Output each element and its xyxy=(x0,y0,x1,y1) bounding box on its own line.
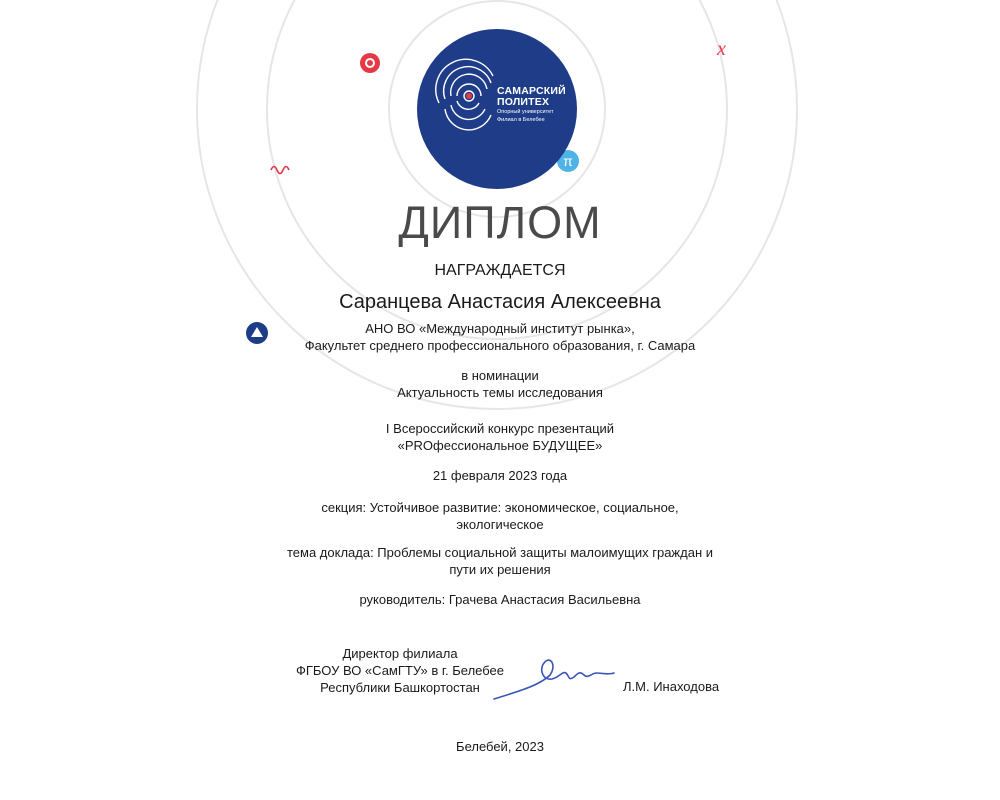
place-and-year: Белебей, 2023 xyxy=(456,739,544,754)
section-line2: экологическое xyxy=(456,517,544,532)
nomination-block xyxy=(0,367,1000,401)
x-symbol: x xyxy=(717,38,726,60)
logo-subtitle-line2: Филиал в Белебее xyxy=(497,116,545,123)
awarded-label: НАГРАЖДАЕТСЯ xyxy=(434,262,566,279)
contest-line2: «PROфессиональное БУДУЩЕЕ» xyxy=(397,438,603,453)
logo-subtitle-line1: Опорный университет xyxy=(497,109,554,115)
position-line2: ФГБОУ ВО «СамГТУ» в г. Белебее xyxy=(295,663,505,678)
handwritten-signature xyxy=(490,645,620,705)
topic-block xyxy=(0,544,1000,578)
organization-block xyxy=(0,320,1000,354)
x-symbol-icon xyxy=(717,38,726,61)
topic-line2: пути их решения xyxy=(449,562,551,577)
target-icon xyxy=(360,53,380,73)
contest-line1: I Всероссийский конкурс презентаций xyxy=(385,421,615,436)
logo-name-line2: ПОЛИТЕХ xyxy=(497,95,550,108)
organization-line1: АНО ВО «Международный институт рынка», xyxy=(365,321,635,336)
university-logo xyxy=(417,29,577,189)
section-block xyxy=(0,499,1000,533)
organization-line2: Факультет среднего профессионального образования, г. Самара xyxy=(304,338,696,353)
pi-symbol: π xyxy=(563,153,573,169)
wave-icon xyxy=(270,163,292,177)
diploma-title: ДИПЛОМ xyxy=(398,197,602,248)
nomination-label: в номинации xyxy=(461,368,539,383)
section-line1: секция: Устойчивое развитие: экономическое, социальное, xyxy=(321,500,679,515)
topic-line1: тема доклада: Проблемы социальной защиты малоимущих граждан и xyxy=(286,545,714,560)
nomination-name: Актуальность темы исследования xyxy=(397,385,603,400)
signer-name: Л.М. Инаходова xyxy=(623,679,720,694)
logo-text xyxy=(497,86,566,123)
contest-date: 21 февраля 2023 года xyxy=(432,468,568,483)
position-line3: Республики Башкортостан xyxy=(320,680,480,695)
logo-name-line1: САМАРСКИЙ xyxy=(497,85,566,97)
recipient-name: Саранцева Анастасия Алексеевна xyxy=(339,291,661,313)
supervisor-line: руководитель: Грачева Анастасия Васильевна xyxy=(359,592,641,607)
position-line1: Директор филиала xyxy=(342,646,458,661)
contest-block xyxy=(0,420,1000,454)
